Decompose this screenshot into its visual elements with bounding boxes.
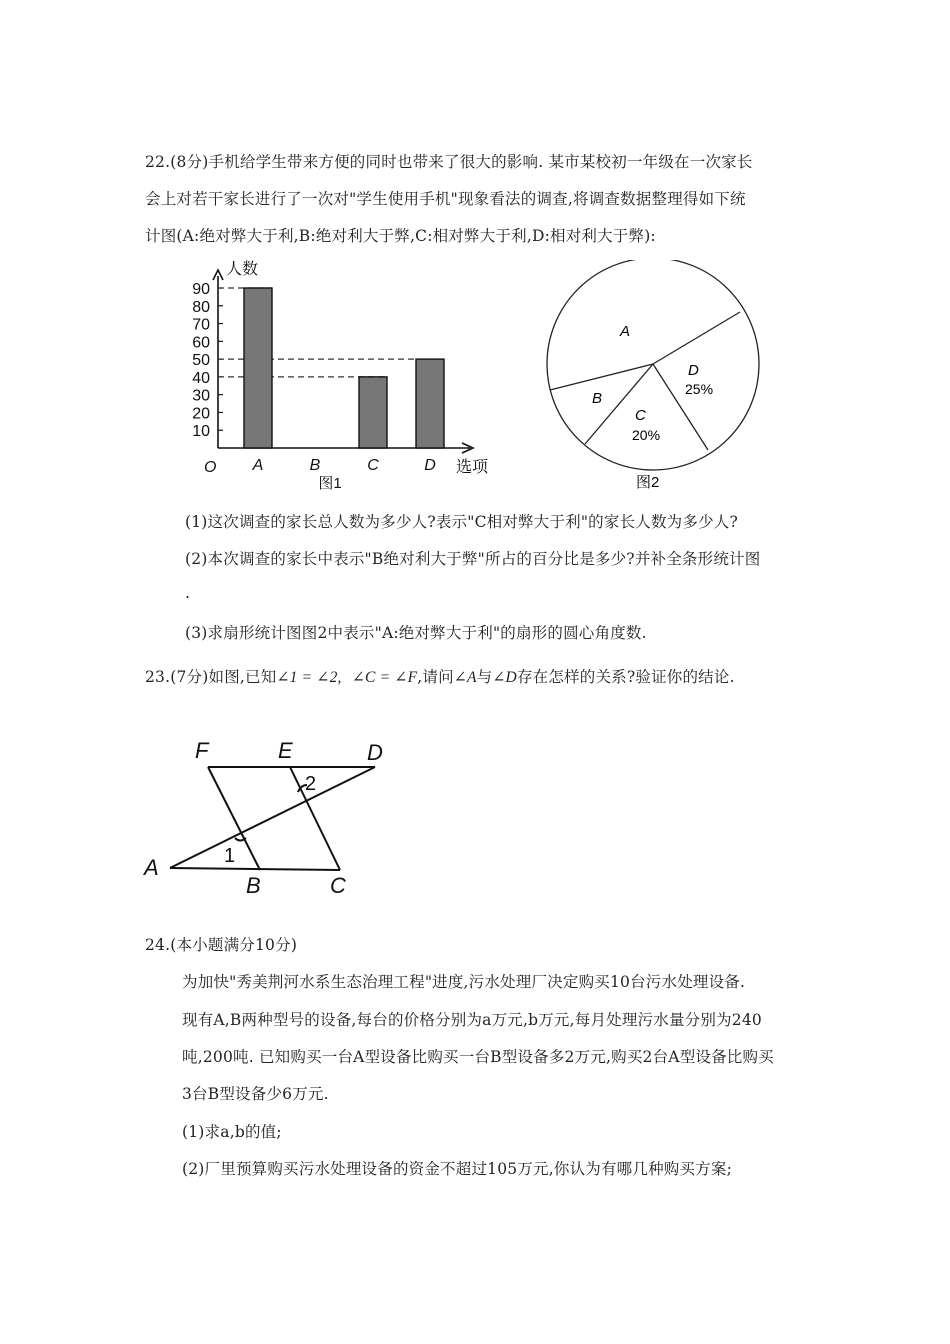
figure1-caption: 图1: [318, 475, 342, 492]
y-tick-label: 90: [192, 281, 210, 298]
q22-sub2-end: .: [185, 584, 191, 602]
q24-para4: 3台B型设备少6万元.: [182, 1085, 329, 1103]
q23-yu: 与: [476, 668, 493, 686]
angle2-label: 2: [305, 773, 317, 795]
bar-a: [244, 288, 272, 448]
q23-suffix: 存在怎样的关系?验证你的结论.: [516, 668, 735, 686]
y-tick-label: 70: [192, 316, 210, 334]
y-tick-label: 10: [192, 423, 210, 441]
q24-sub1: (1)求a,b的值;: [182, 1123, 282, 1141]
pie-divider-a-b: [550, 364, 653, 390]
q23-angle-d: ∠D: [492, 669, 517, 686]
x-tick-label-a: A: [252, 457, 264, 474]
q23-condition1: ∠1 = ∠2,: [276, 669, 342, 686]
angle1-label: 1: [224, 845, 236, 867]
q24-sub2: (2)厂里预算购买污水处理设备的资金不超过105万元,你认为有哪几种购买方案;: [182, 1160, 732, 1178]
pie-label-c: C: [635, 407, 646, 424]
x-axis-label: 选项: [456, 459, 489, 476]
point-b: B: [246, 873, 261, 898]
x-tick-label-d: D: [424, 457, 436, 474]
y-axis-label: 人数: [226, 261, 259, 278]
q23-mid: ,请问: [417, 668, 454, 686]
q23-angle-a: ∠A: [453, 669, 477, 686]
y-tick-label: 50: [192, 352, 210, 370]
q23-question: [145, 665, 735, 687]
bar-d: [416, 359, 444, 448]
q24-para1: 为加快"秀美荆河水系生态治理工程"进度,污水处理厂决定购买10台污水处理设备.: [182, 973, 746, 991]
q22-sub2: (2)本次调查的家长中表示"B绝对利大于弊"所占的百分比是多少?并补全条形统计图: [185, 550, 761, 568]
y-tick-label: 20: [192, 405, 210, 423]
bar-chart-figure1: [180, 255, 510, 495]
y-tick-label: 30: [192, 387, 210, 405]
angle1-arc: [235, 838, 246, 841]
x-tick-label-c: C: [367, 457, 379, 474]
y-tick-label: 40: [192, 369, 210, 387]
segment-ac: [170, 868, 340, 870]
bar-c: [359, 377, 387, 448]
pie-divider-a-d: [653, 312, 740, 364]
pie-divider-c-d: [653, 364, 708, 450]
pie-chart-figure2: [540, 260, 760, 495]
q22-line3: 计图(A:绝对弊大于利,B:绝对利大于弊,C:相对弊大于利,D:相对利大于弊):: [145, 227, 656, 245]
point-a: A: [144, 855, 159, 880]
x-tick-label-b: B: [309, 457, 321, 474]
point-d: D: [367, 740, 383, 765]
q23-condition2: ∠C = ∠F: [351, 669, 418, 686]
figure2-caption: 图2: [636, 474, 660, 491]
origin-label: O: [204, 459, 217, 476]
pie-pct-d: 25%: [685, 381, 714, 397]
pie-label-a: A: [620, 323, 631, 340]
y-tick-label: 60: [192, 334, 210, 352]
segment-ad: [170, 767, 375, 868]
q22-sub3: (3)求扇形统计图图2中表示"A:绝对弊大于利"的扇形的圆心角度数.: [185, 624, 647, 642]
point-c: C: [330, 873, 346, 898]
point-f: F: [195, 738, 209, 763]
q22-sub1: (1)这次调查的家长总人数为多少人?表示"C相对弊大于利"的家长人数为多少人?: [185, 513, 738, 531]
q24-para2: 现有A,B两种型号的设备,每台的价格分别为a万元,b万元,每月处理污水量分别为240: [182, 1011, 762, 1029]
q22-line2: 会上对若干家长进行了一次对"学生使用手机"现象看法的调查,将调查数据整理得如下统: [145, 190, 746, 208]
q23-prefix: 23.(7分)如图,已知: [145, 668, 277, 686]
geometry-figure: [140, 730, 410, 900]
pie-label-d: D: [688, 362, 699, 379]
y-tick-label: 80: [192, 298, 210, 316]
point-e: E: [278, 738, 293, 763]
q24-para3: 吨,200吨. 已知购买一台A型设备比购买一台B型设备多2万元,购买2台A型设备比购买: [182, 1048, 774, 1066]
q22-line1: 22.(8分)手机给学生带来方便的同时也带来了很大的影响. 某市某校初一年级在一次家长: [145, 153, 753, 171]
q24-title: 24.(本小题满分10分): [145, 936, 298, 954]
pie-label-b: B: [592, 390, 603, 407]
pie-pct-c: 20%: [632, 427, 661, 443]
